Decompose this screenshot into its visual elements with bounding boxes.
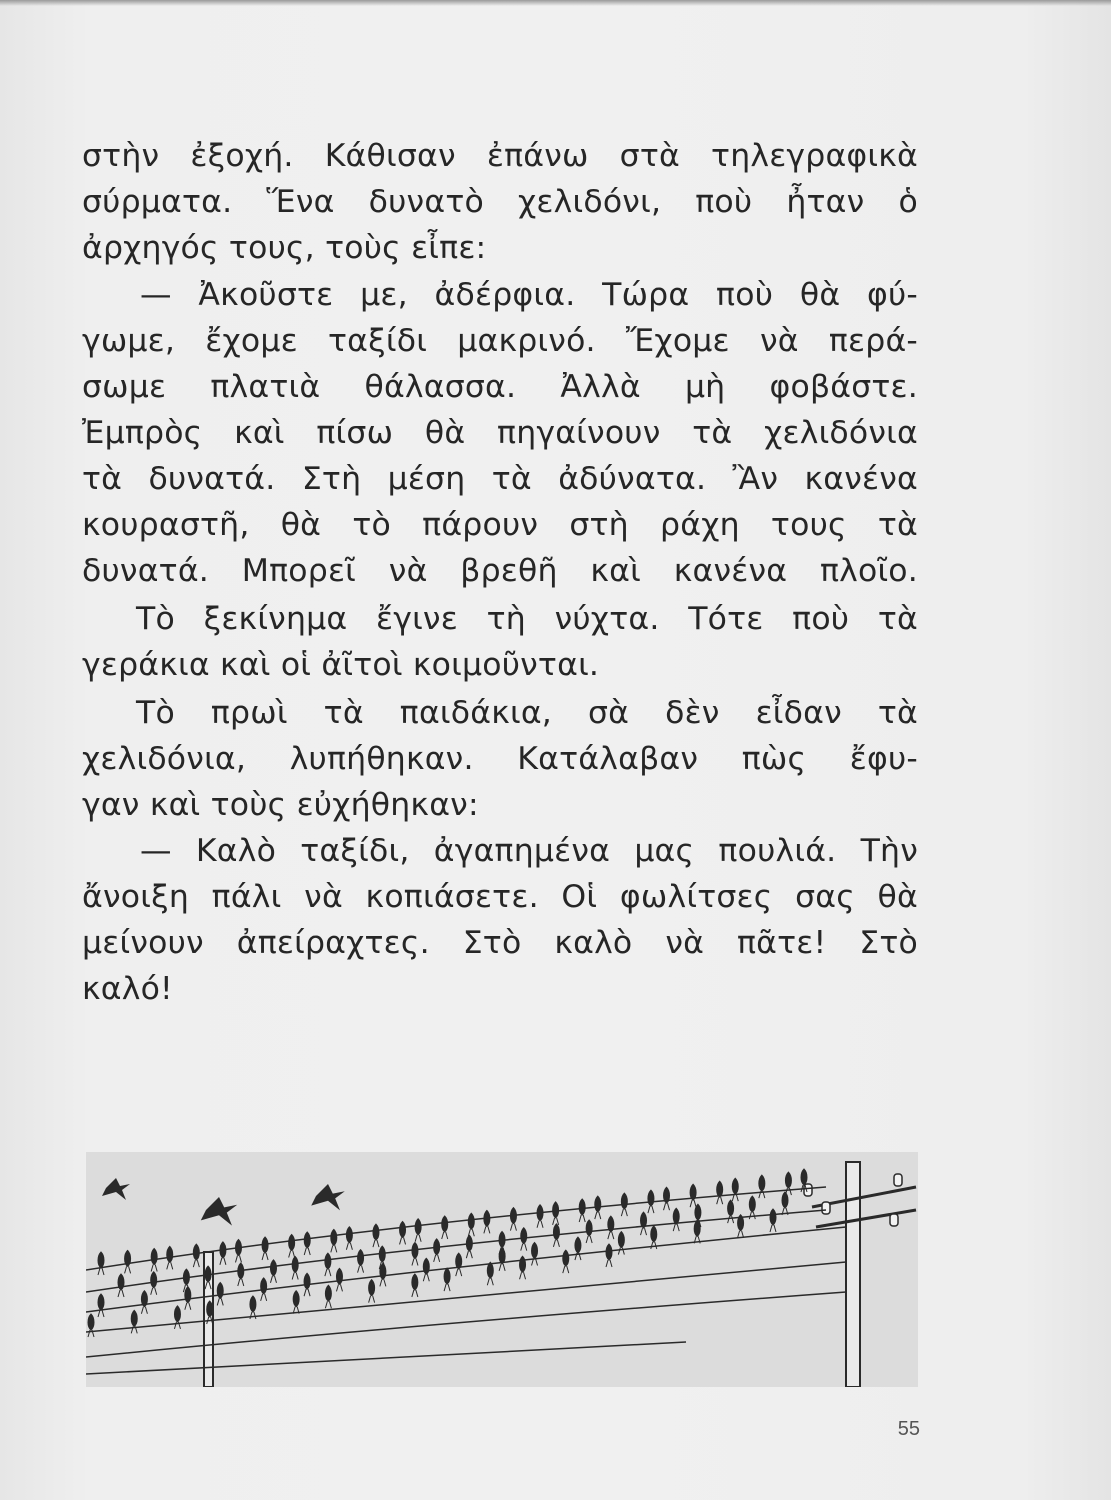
perched-swallow: [423, 1258, 429, 1281]
perched-swallow: [641, 1212, 647, 1235]
perched-swallow: [293, 1291, 299, 1314]
perched-swallow: [553, 1202, 559, 1225]
perched-swallow: [434, 1239, 440, 1262]
text-line: γεράκια καὶ οἱ ἀῖτοὶ κοιμοῦνται.: [82, 647, 600, 683]
perched-swallow: [621, 1193, 627, 1216]
swallows-on-wires-drawing: [86, 1152, 918, 1387]
text-line: σωμε πλατιὰ θάλασσα. Ἀλλὰ μὴ φοβάστε.: [82, 369, 918, 405]
text-line: μείνουν ἀπείραχτες. Στὸ καλὸ νὰ πᾶτε! Στὸ: [82, 925, 918, 961]
perched-swallow: [728, 1200, 734, 1223]
flying-swallow: [311, 1184, 345, 1210]
perched-swallow: [250, 1296, 256, 1319]
perched-swallow: [193, 1244, 199, 1267]
text-line: τὰ δυνατά. Στὴ μέση τὰ ἀδύνατα. Ἂν κανένα: [82, 461, 918, 497]
perched-swallow: [785, 1172, 791, 1195]
perched-swallow: [304, 1273, 310, 1296]
text-line: κουραστῆ, θὰ τὸ πάρουν στὴ ράχη τους τὰ: [82, 507, 918, 543]
perched-swallow: [575, 1237, 581, 1260]
text-line: — Ἀκοῦστε με, ἀδέρφια. Τώρα ποὺ θὰ φύ-: [140, 277, 918, 313]
text-line: ἀρχηγός τους, τοὺς εἶπε:: [82, 230, 487, 266]
perched-swallow: [380, 1263, 386, 1286]
perched-swallow: [770, 1209, 776, 1232]
perched-swallow: [346, 1227, 352, 1250]
text-line: Ἐμπρὸς καὶ πίσω θὰ πηγαίνουν τὰ χελιδόνια: [82, 415, 918, 451]
perched-swallow: [238, 1263, 244, 1286]
perched-swallow: [444, 1268, 450, 1291]
perched-swallow: [358, 1250, 364, 1273]
perched-swallow: [537, 1205, 543, 1228]
telegraph-wire: [86, 1292, 846, 1357]
perched-swallow: [415, 1219, 421, 1242]
perched-swallow: [618, 1232, 624, 1255]
perched-swallow: [690, 1184, 696, 1207]
insulator: [894, 1174, 902, 1186]
perched-swallow: [369, 1280, 375, 1303]
perched-swallow: [579, 1199, 585, 1222]
perched-swallow: [270, 1260, 276, 1283]
perched-swallow: [261, 1278, 267, 1301]
perched-swallow: [563, 1250, 569, 1273]
perched-swallow: [141, 1291, 147, 1314]
perched-swallow: [606, 1244, 612, 1267]
perched-swallow: [651, 1226, 657, 1249]
perched-swallow: [131, 1310, 137, 1333]
perched-swallow: [174, 1306, 180, 1329]
perched-swallow: [466, 1235, 472, 1258]
text-line: — Καλὸ ταξίδι, ἀγαπημένα μας πουλιά. Τὴν: [140, 833, 918, 869]
flying-swallow: [102, 1178, 130, 1200]
text-line: καλό!: [82, 971, 173, 1007]
perched-swallow: [151, 1248, 157, 1271]
perched-swallow: [217, 1282, 223, 1305]
perched-swallow: [88, 1314, 94, 1337]
perched-swallow: [331, 1229, 337, 1252]
perched-swallow: [400, 1221, 406, 1244]
perched-swallow: [510, 1208, 516, 1231]
perched-swallow: [412, 1274, 418, 1297]
perched-swallow: [484, 1210, 490, 1233]
perched-swallow: [235, 1239, 241, 1262]
text-line: γαν καὶ τοὺς εὐχήθηκαν:: [82, 787, 479, 823]
perched-swallow: [456, 1253, 462, 1276]
page-number: 55: [897, 1418, 920, 1440]
perched-swallow: [325, 1285, 331, 1308]
text-line: στὴν ἐξοχή. Κάθισαν ἐπάνω στὰ τηλεγραφικὰ: [82, 138, 918, 174]
perched-swallow: [608, 1216, 614, 1239]
perched-swallow: [648, 1190, 654, 1213]
perched-swallow: [118, 1274, 124, 1297]
perched-swallow: [664, 1187, 670, 1210]
flying-swallow: [201, 1197, 237, 1226]
perched-swallow: [373, 1224, 379, 1247]
perched-swallow: [98, 1252, 104, 1275]
perched-swallow: [468, 1213, 474, 1236]
perched-swallow: [717, 1181, 723, 1204]
perched-swallow: [167, 1246, 173, 1269]
text-line: ἄνοιξη πάλι νὰ κοπιάσετε. Οἱ φωλίτσες σας θὰ: [82, 879, 918, 915]
perched-swallow: [553, 1224, 559, 1247]
perched-swallow: [98, 1294, 104, 1317]
perched-swallow: [521, 1228, 527, 1251]
pole-crossarm: [816, 1210, 916, 1227]
swallows-illustration: [86, 1152, 918, 1387]
perched-swallow: [289, 1235, 295, 1258]
insulator: [822, 1202, 830, 1214]
telegraph-wire: [86, 1342, 686, 1374]
perched-swallow: [673, 1208, 679, 1231]
perched-swallow: [292, 1257, 298, 1280]
text-line: δυνατά. Μπορεῖ νὰ βρεθῆ καὶ κανένα πλοῖο.: [82, 553, 918, 589]
text-line: Τὸ ξεκίνημα ἔγινε τὴ νύχτα. Τότε ποὺ τὰ: [136, 601, 918, 637]
perched-swallow: [738, 1215, 744, 1238]
perched-swallow: [732, 1178, 738, 1201]
perched-swallow: [520, 1256, 526, 1279]
perched-swallow: [595, 1196, 601, 1219]
perched-swallow: [759, 1175, 765, 1198]
text-line: σύρματα. Ἕνα δυνατὸ χελιδόνι, ποὺ ἦταν ὁ: [82, 184, 918, 220]
perched-swallow: [336, 1268, 342, 1291]
perched-swallow: [325, 1253, 331, 1276]
text-line: χελιδόνια, λυπήθηκαν. Κατάλαβαν πὼς ἔφυ-: [82, 741, 918, 777]
perched-swallow: [220, 1242, 226, 1265]
perched-swallow: [586, 1220, 592, 1243]
perched-swallow: [532, 1242, 538, 1265]
perched-swallow: [412, 1243, 418, 1266]
telegraph-pole: [846, 1162, 860, 1387]
perched-swallow: [694, 1220, 700, 1243]
perched-swallow: [185, 1287, 191, 1310]
insulator: [890, 1214, 898, 1226]
text-line: γωμε, ἔχομε ταξίδι μακρινό. Ἔχομε νὰ περά-: [82, 323, 918, 359]
perched-swallow: [151, 1272, 157, 1295]
text-line: Τὸ πρωὶ τὰ παιδάκια, σὰ δὲν εἶδαν τὰ: [136, 695, 918, 731]
perched-swallow: [125, 1250, 131, 1273]
perched-swallow: [442, 1216, 448, 1239]
perched-swallow: [499, 1248, 505, 1271]
perched-swallow: [782, 1192, 788, 1215]
perched-swallow: [487, 1262, 493, 1285]
telegraph-wire: [86, 1227, 846, 1312]
page-top-edge: [0, 0, 1111, 6]
perched-swallow: [262, 1237, 268, 1260]
perched-swallow: [304, 1232, 310, 1255]
